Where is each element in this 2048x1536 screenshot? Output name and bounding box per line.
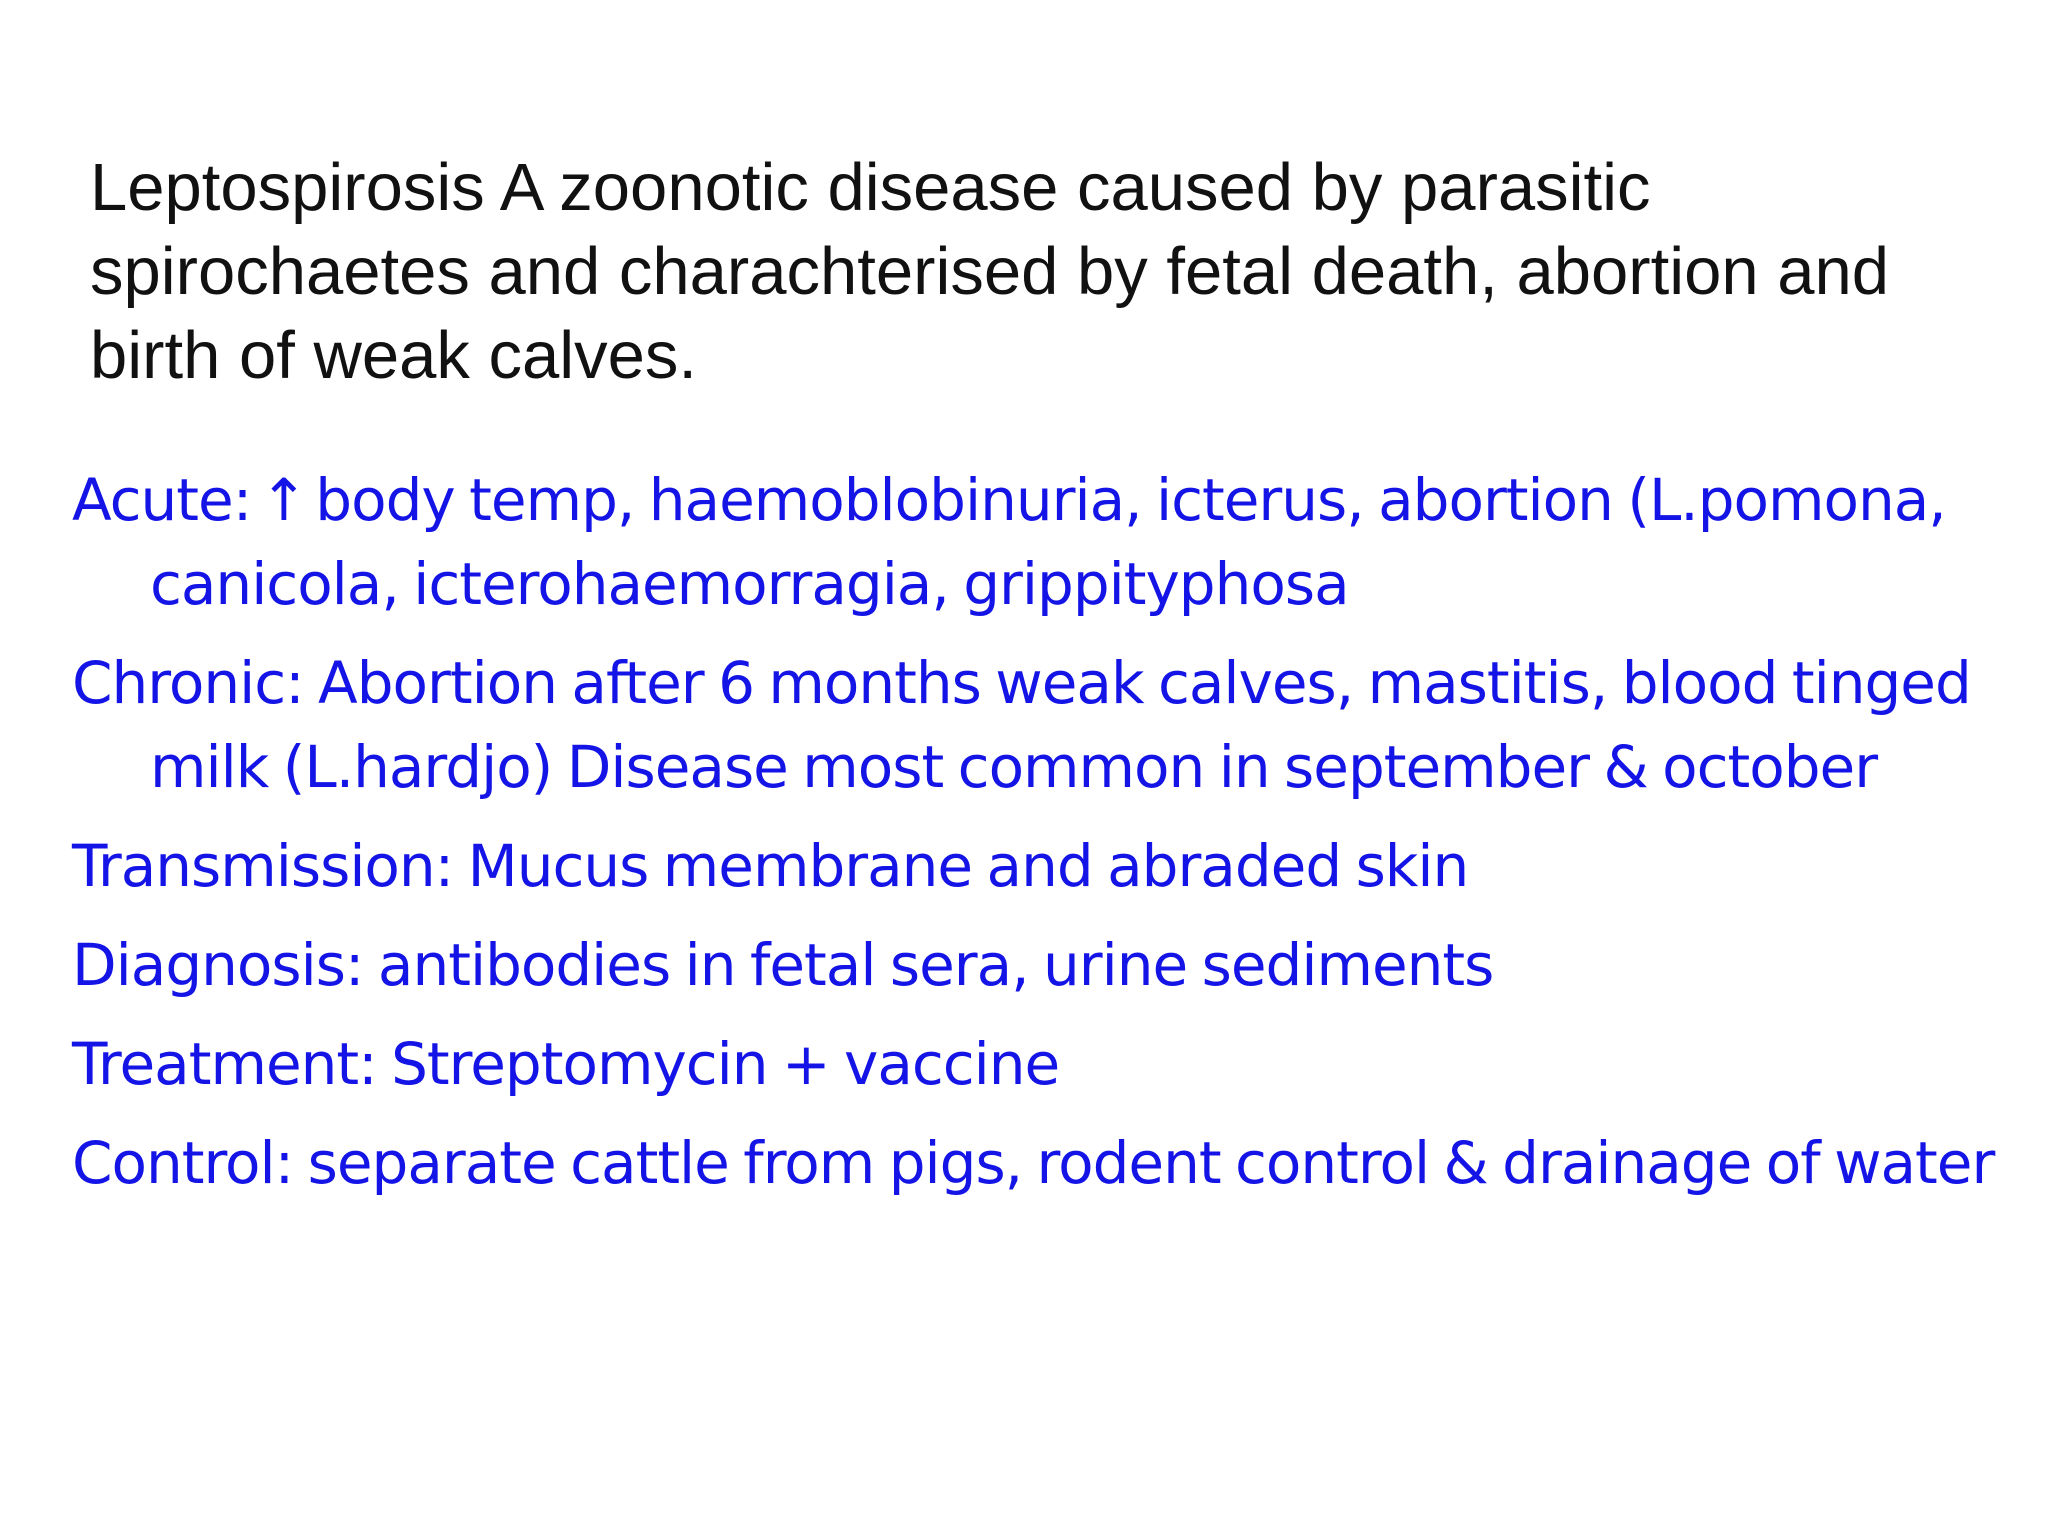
up-arrow-icon: ↑ (259, 466, 308, 534)
bullet-chronic: Chronic: Abortion after 6 months weak calves, mastitis, blood tinged milk (L.hardjo) Disease most common in september & october (72, 649, 1971, 801)
bullet-control: Control: separate cattle from pigs, rodent control & drainage of water (72, 1129, 1995, 1197)
bullet-transmission: Transmission: Mucus membrane and abraded skin (72, 832, 1469, 900)
slide-title: Leptospirosis A zoonotic disease caused by parasitic spirochaetes and charachterised by fetal death, abortion and birth of weak calves. (90, 150, 1890, 393)
bullet-acute-label: Acute: (72, 466, 252, 534)
bullet-diagnosis: Diagnosis: antibodies in fetal sera, urine sediments (72, 931, 1494, 999)
bullet-acute-text: body temp, haemoblobinuria, icterus, abortion (L.pomona, canicola, icterohaemorragia, grippityphosa (150, 466, 1946, 618)
bullet-treatment: Treatment: Streptomycin + vaccine (72, 1030, 1060, 1098)
bullet-acute (72, 458, 2012, 626)
bullet-list (72, 458, 2012, 1220)
